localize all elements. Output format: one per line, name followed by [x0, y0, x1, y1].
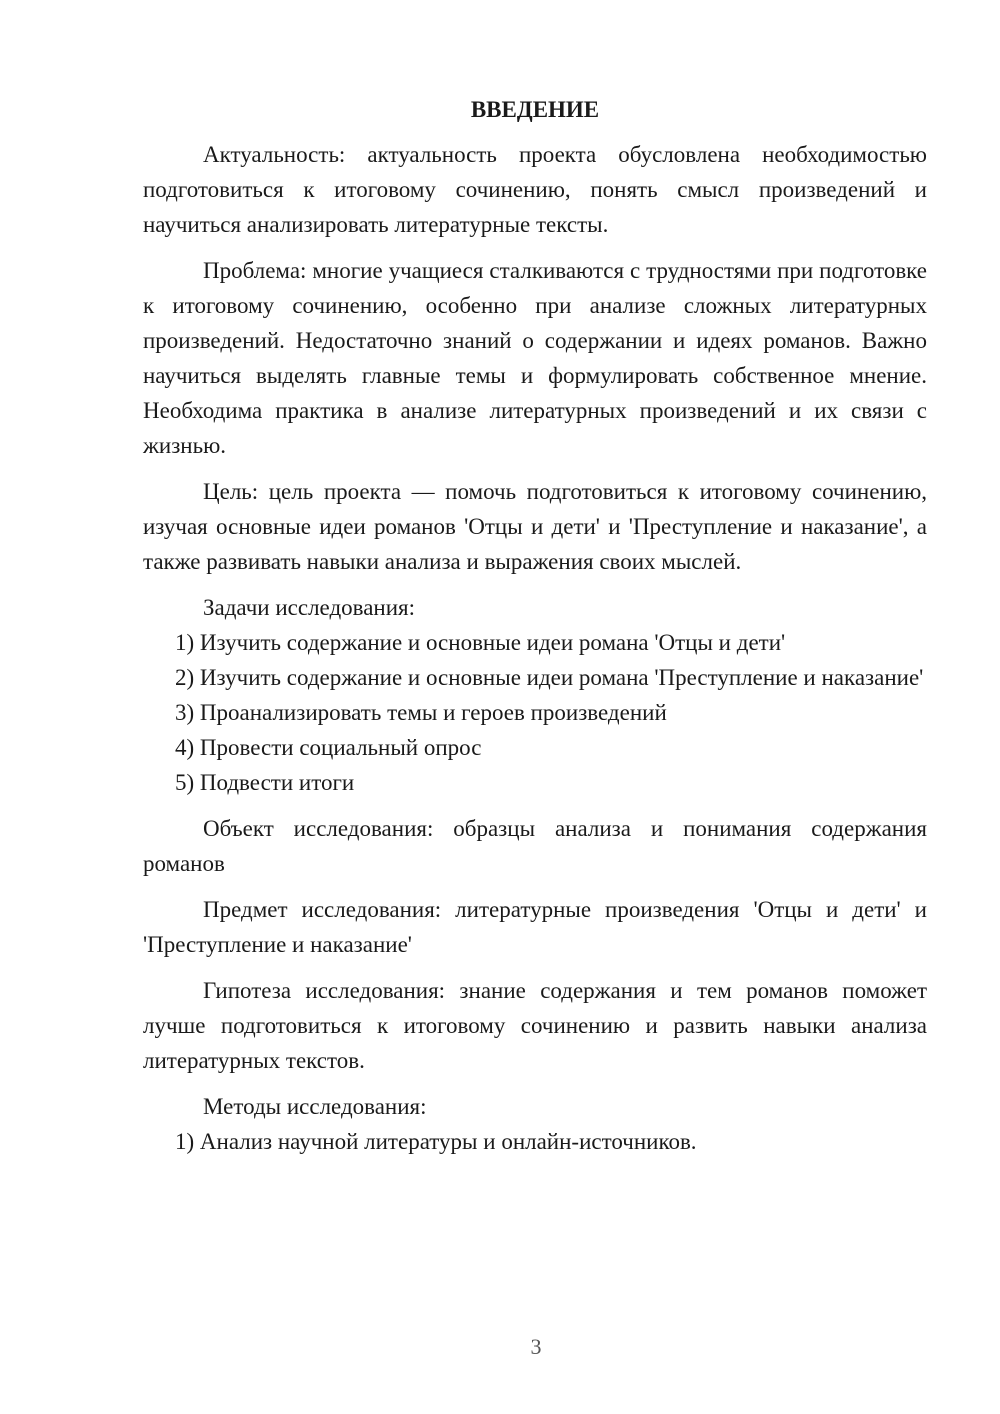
paragraph-problem: Проблема: многие учащиеся сталкиваются с трудностями при подготовке к итоговому сочинению, особенно при анализе сложных литературных произведений. Недостаточно знаний о содержании и идеях романов. Важно научиться выделять главные темы и формулировать собственное мнение. Необходима практика в анализе литературных произведений и их связи с жизнью. — [143, 258, 927, 458]
method-item-1: 1) Анализ научной литературы и онлайн-источников. — [175, 1129, 697, 1154]
paragraph-subject: Предмет исследования: литературные произведения 'Отцы и дети' и 'Преступление и наказание' — [143, 897, 927, 957]
paragraph-relevance: Актуальность: актуальность проекта обусловлена необходимостью подготовиться к итоговому сочинению, понять смысл произведений и научиться анализировать литературные тексты. — [143, 142, 927, 237]
page-number: 3 — [530, 1334, 542, 1359]
task-item-5: 5) Подвести итоги — [175, 770, 355, 795]
task-item-3: 3) Проанализировать темы и героев произведений — [175, 700, 667, 725]
task-item-4: 4) Провести социальный опрос — [175, 735, 482, 760]
paragraph-hypothesis: Гипотеза исследования: знание содержания и тем романов поможет лучше подготовиться к итоговому сочинению и развить навыки анализа литературных текстов. — [143, 978, 927, 1073]
task-item-2: 2) Изучить содержание и основные идеи романа 'Преступление и наказание' — [175, 665, 924, 690]
task-item-1: 1) Изучить содержание и основные идеи романа 'Отцы и дети' — [175, 630, 786, 655]
paragraph-goal: Цель: цель проекта — помочь подготовиться к итоговому сочинению, изучая основные идеи романов 'Отцы и дети' и 'Преступление и наказание', а также развивать навыки анализа и выражения своих мыслей. — [143, 479, 927, 574]
methods-heading: Методы исследования: — [203, 1094, 427, 1119]
document-body — [143, 92, 927, 1159]
section-title: ВВЕДЕНИЕ — [470, 97, 600, 122]
paragraph-object: Объект исследования: образцы анализа и понимания содержания романов — [143, 816, 927, 876]
tasks-heading: Задачи исследования: — [203, 595, 416, 620]
